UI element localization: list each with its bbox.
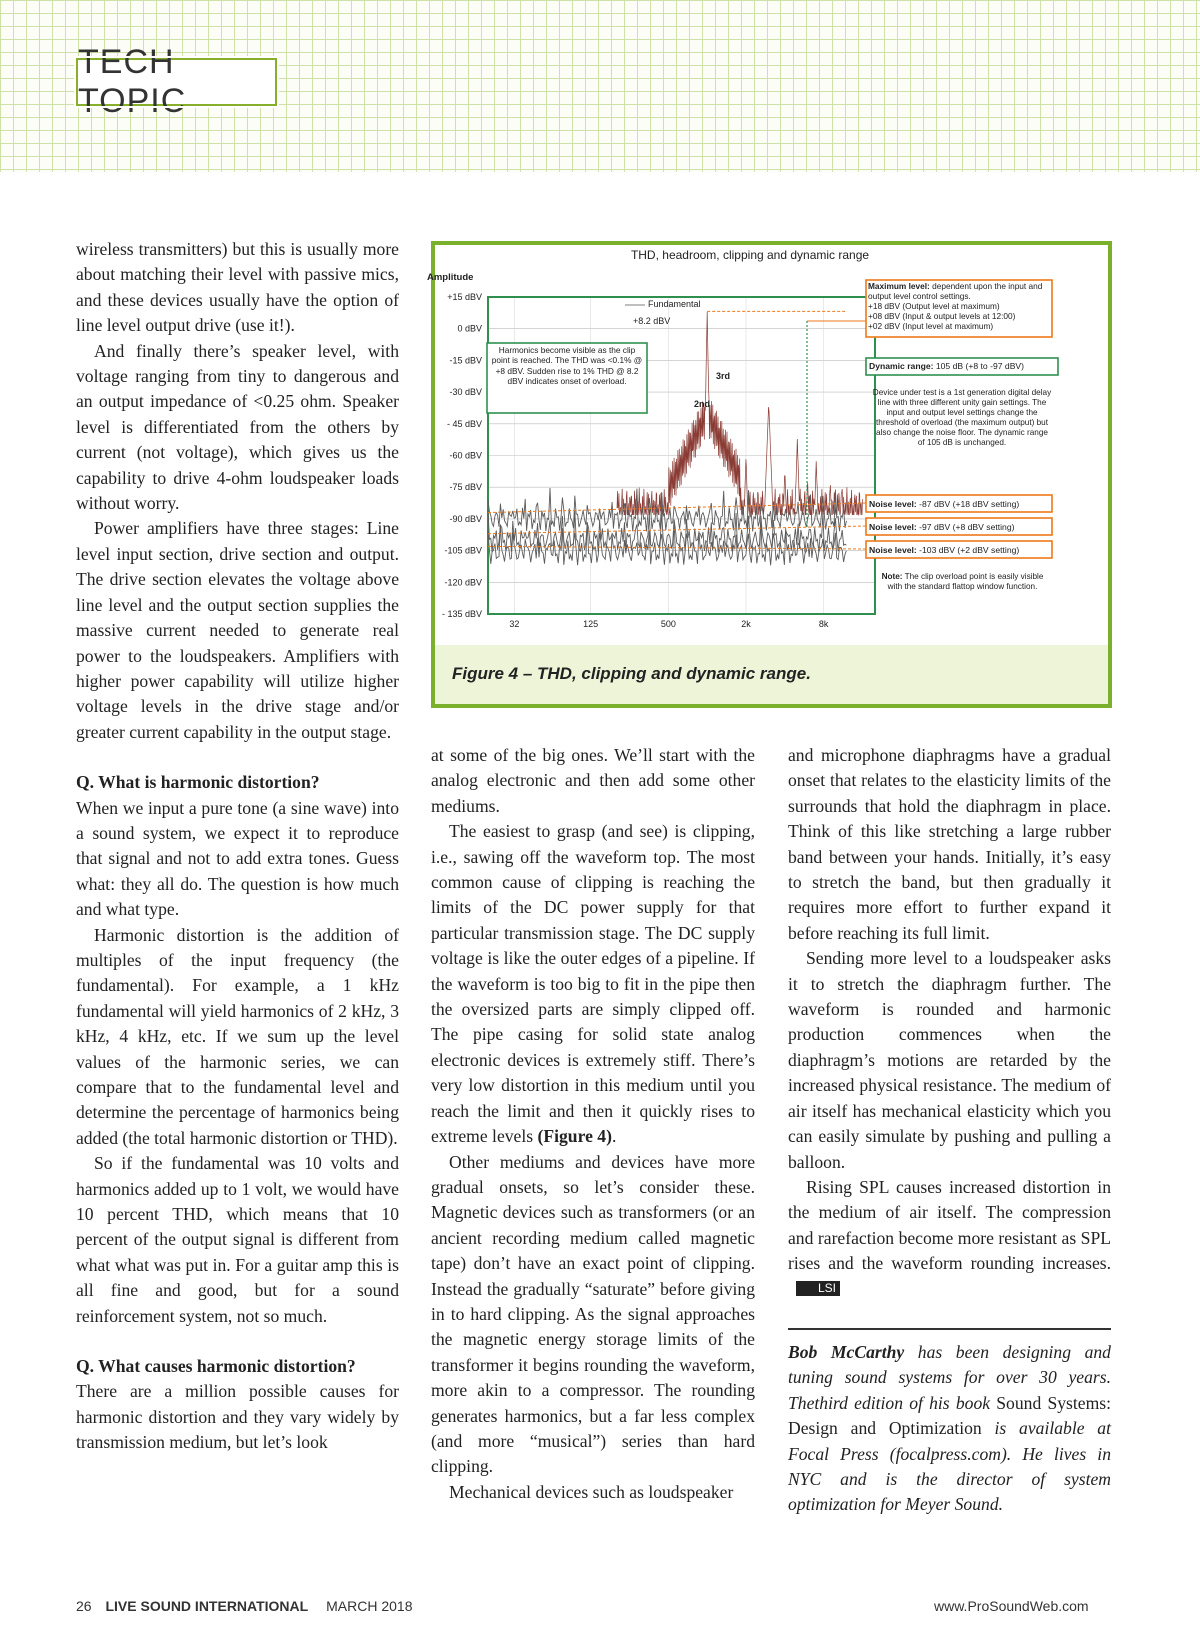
y-tick-label: -15 dBV — [449, 355, 482, 366]
thd-chart — [427, 245, 1108, 645]
y-tick-label: -60 dBV — [449, 450, 482, 461]
text-column-1 — [76, 237, 399, 1456]
harmonics-note: Harmonics become visible as the clip point is reached. The THD was <0.1% @ +8 dBV. Sudden rise to 1% THD @ 8.2 dBV indicates onset of overload. — [491, 345, 643, 387]
author-name: Bob McCarthy — [788, 1341, 905, 1362]
chart-title: THD, headroom, clipping and dynamic range — [630, 248, 870, 262]
harmonic-label-3rd: 3rd — [716, 371, 731, 381]
author-bio: Bob McCarthy has been designing and tuning sound systems for over 30 years. Thethird edition of his book Sound Systems: Design and Optimization is available at Focal Press (focalpress.com). He lives in NYC and is the director of system optimization for Meyer Sound. — [788, 1341, 1111, 1515]
question-heading: Q. What is harmonic distortion? — [76, 772, 320, 793]
y-tick-label: -30 dBV — [449, 387, 482, 398]
max-level-note: Maximum level: dependent upon the input and output level control settings. +18 dBV (Output level at maximum) +08 dBV (Input & output levels at 12:00) +02 dBV (Input level at maximum) — [868, 281, 1043, 331]
y-tick-label: -90 dBV — [449, 513, 482, 524]
figure-caption: Figure 4 – THD, clipping and dynamic range. — [452, 664, 811, 683]
page-footer-left — [76, 1598, 412, 1614]
paragraph: The easiest to grasp (and see) is clipping, i.e., sawing off the waveform top. The most common cause of clipping is reaching the limits of the DC power supply for that particular transmission stage. The DC supply voltage is like the outer edges of a pipeline. If the waveform is too big to fit in the pipe then the oversized parts are simply clipped off. The pipe casing for solid state analog electronic devices is extremely stiff. There’s very low distortion in this medium until you reach the limit and then it quickly rises to extreme levels (Figure 4). — [431, 821, 755, 1147]
y-tick-label: -120 dBV — [444, 577, 482, 588]
clip-note: Note: The clip overload point is easily visible with the standard flattop window function. — [881, 572, 1044, 591]
section-tag: TECH TOPIC — [76, 58, 277, 106]
harmonic-label-2nd: 2nd — [694, 399, 711, 409]
paragraph: Power amplifiers have three stages: Line level input section, drive section and output. The drive section elevates the voltage above line level and the output section supplies the massive current needed to generate real power to the loudspeakers. Amplifiers with higher power capability will utilize higher voltage levels in the drive stage and/or greater current capability in the output stage. — [76, 518, 399, 742]
y-tick-label: - 135 dBV — [441, 609, 482, 619]
noise-level-label: Noise level: -87 dBV (+18 dBV setting) — [869, 499, 1020, 509]
dynamic-range-note: Dynamic range: 105 dB (+8 to -97 dBV) — [869, 361, 1025, 371]
issue-date: MARCH 2018 — [326, 1598, 413, 1614]
paragraph: Mechanical devices such as loudspeaker — [449, 1481, 734, 1502]
noise-level-label: Noise level: -103 dBV (+2 dBV setting) — [869, 545, 1020, 555]
x-tick-label: 2k — [741, 619, 751, 629]
device-note: Device under test is a 1st generation digital delay line with three different unity gain settings. The input and output level settings change the threshold of overload (the maximum output) but also change the noise floor. The dynamic range of 105 dB is unchanged. — [872, 388, 1052, 448]
x-tick-label: 32 — [509, 619, 520, 629]
page-number: 26 — [76, 1598, 92, 1614]
x-tick-label: 125 — [583, 619, 599, 629]
y-tick-label: -105 dBV — [444, 545, 482, 556]
y-axis-label: Amplitude — [427, 272, 474, 283]
fundamental-level-label: +8.2 dBV — [633, 316, 671, 326]
question-heading: Q. What causes harmonic distortion? — [76, 1356, 356, 1377]
book-title: Sound Systems: Design and Optimization — [788, 1392, 1111, 1439]
paragraph: Harmonic distortion is the addition of multiples of the input frequency (the fundamental). For example, a 1 kHz fundamental will yield harmonics of 2 kHz, 3 kHz, 4 kHz, etc. If we sum up the level values of the harmonic series, we can compare that to the fundamental level and determine the percentage of harmonics being added (the total harmonic distortion or THD). — [76, 924, 399, 1148]
paragraph: Other mediums and devices have more gradual onsets, so let’s consider these. Magnetic devices such as transformers (or an ancient recording medium called magnetic tape) don’t have an exact point of clipping. Instead the gradually “saturate” before giving in to hard clipping. As the signal approaches the magnetic energy storage limits of the transformer it begins rounding the waveform, more akin to a compressor. The rounding generates harmonics, but a far less complex (and more “musical”) series than hard clipping. — [431, 1151, 755, 1477]
paragraph: wireless transmitters) but this is usually more about matching their level with passive mics, and these devices usually have the option of line level output drive (use it!). — [76, 239, 399, 336]
figure-4 — [427, 241, 1112, 708]
text-column-2 — [431, 743, 755, 1505]
divider — [788, 1328, 1111, 1330]
figure-reference: (Figure 4) — [537, 1126, 612, 1147]
text-column-3 — [788, 743, 1111, 1518]
y-tick-label: -75 dBV — [449, 482, 482, 493]
paragraph: When we input a pure tone (a sine wave) into a sound system, we expect it to reproduce that signal and not to add extra tones. Guess what: they all do. The question is how much and what type. — [76, 797, 399, 920]
paragraph: There are a million possible causes for harmonic distortion and they vary widely by transmission medium, but let’s look — [76, 1381, 399, 1453]
magazine-name: LIVE SOUND INTERNATIONAL — [105, 1598, 309, 1614]
paragraph: Sending more level to a loudspeaker asks it to stretch the diaphragm further. The waveform is rounded and harmonic production commences when the diaphragm’s motions are retarded by the increased physical resistance. The medium of air itself has mechanical elasticity which you can easily simulate by pushing and pulling a balloon. — [788, 948, 1111, 1172]
paragraph: And finally there’s speaker level, with voltage ranging from tiny to dangerous and an output impedance of <0.25 ohm. Speaker level is differentiated from the others by current (not voltage), which gives us the capability to drive 4-ohm loudspeaker loads without worry. — [76, 340, 399, 514]
x-tick-label: 500 — [660, 619, 676, 629]
paragraph: Rising SPL causes increased distortion in the medium of air itself. The compression and rarefaction become more resistant as SPL rises and the waveform rounding increases.LSI — [788, 1176, 1111, 1295]
y-tick-label: +15 dBV — [447, 292, 482, 302]
noise-level-label: Noise level: -97 dBV (+8 dBV setting) — [869, 522, 1015, 532]
y-tick-label: - 45 dBV — [446, 418, 482, 429]
fundamental-label: Fundamental — [648, 299, 701, 309]
paragraph: So if the fundamental was 10 volts and harmonics added up to 1 volt, we would have 10 percent THD, which means that 10 percent of the output signal is different from what what was put in. For a guitar amp this is all fine and good, but for a sound reinforcement system, not so much. — [76, 1153, 399, 1326]
y-tick-label: 0 dBV — [457, 323, 482, 334]
paragraph: and microphone diaphragms have a gradual onset that relates to the elasticity limits of the surrounds that hold the diaphragm in place. Think of this like stretching a large rubber band between your hands. Initially, it’s easy to stretch the band, but then gradually it requires more effort to further expand it before reaching its full limit. — [788, 745, 1111, 943]
paragraph: at some of the big ones. We’ll start with the analog electronic and then add some other mediums. — [431, 745, 755, 816]
website-link[interactable]: www.ProSoundWeb.com — [934, 1598, 1089, 1614]
end-mark-badge: LSI — [796, 1281, 840, 1296]
x-tick-label: 8k — [818, 619, 829, 629]
